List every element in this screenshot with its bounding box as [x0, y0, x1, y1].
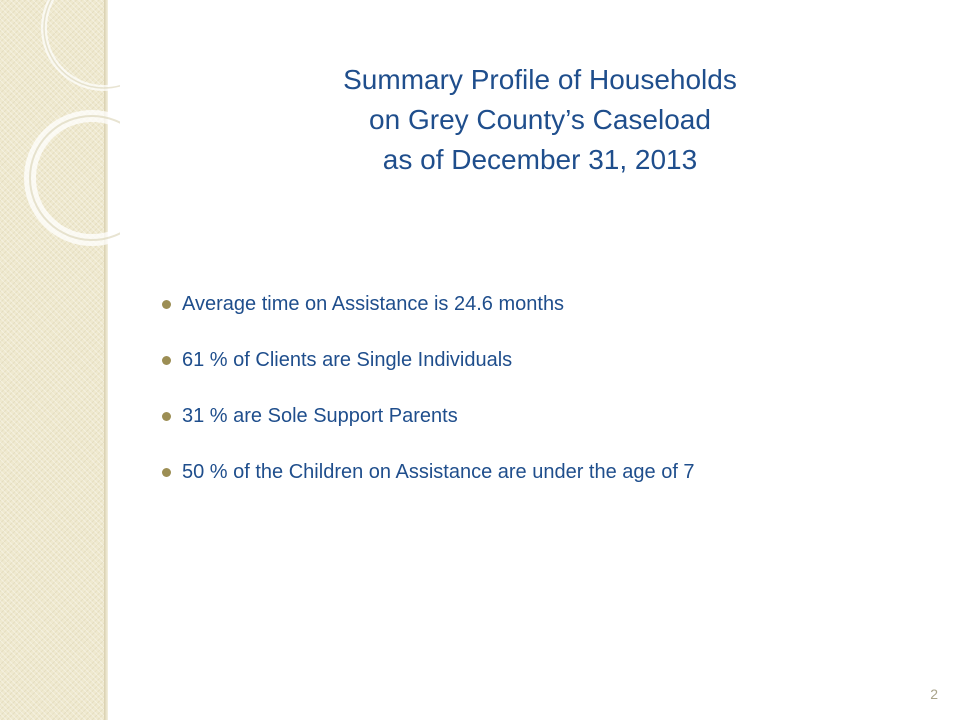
bullet-item	[160, 286, 900, 322]
title-line-3: as of December 31, 2013	[382, 144, 698, 175]
slide-title	[170, 60, 910, 180]
bullet-item	[160, 454, 900, 490]
bullet-dot-icon	[162, 356, 171, 365]
bullet-dot-icon	[162, 468, 171, 477]
decorative-rings	[0, 0, 120, 260]
bullet-text: 50 % of the Children on Assistance are under the age of 7	[182, 461, 695, 483]
title-line-1: Summary Profile of Households	[343, 64, 737, 95]
bullet-dot-icon	[162, 300, 171, 309]
bullet-text: Average time on Assistance is 24.6 months	[182, 293, 565, 315]
bullet-dot-icon	[162, 412, 171, 421]
bullet-item	[160, 342, 900, 378]
title-line-2: on Grey County’s Caseload	[369, 104, 711, 135]
page-number: 2	[930, 686, 938, 702]
bullet-item	[160, 398, 900, 434]
bullet-text: 31 % are Sole Support Parents	[182, 405, 458, 427]
bullet-list	[160, 286, 900, 510]
bullet-text: 61 % of Clients are Single Individuals	[182, 349, 513, 371]
